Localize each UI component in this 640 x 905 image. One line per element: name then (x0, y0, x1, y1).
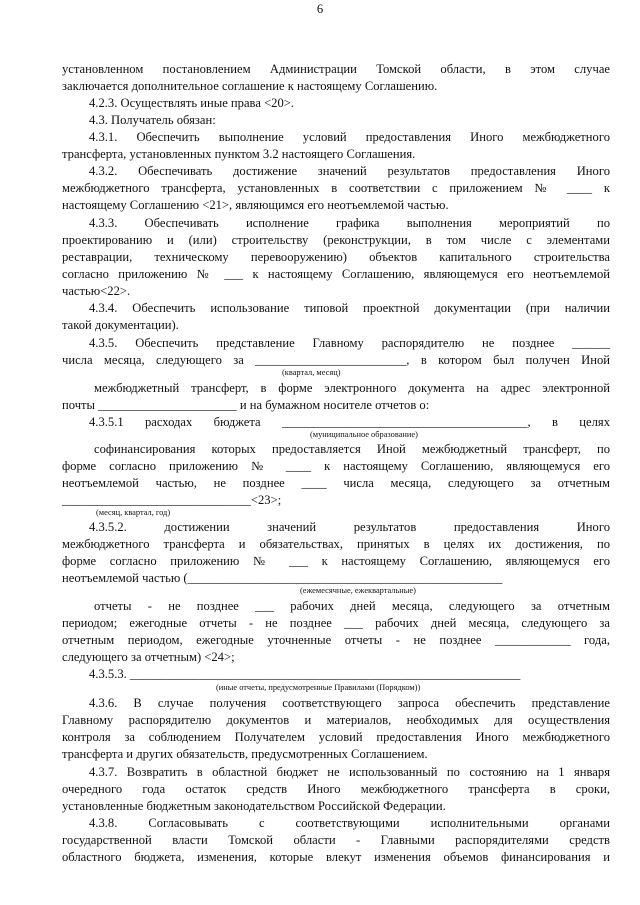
paragraph-line: форме согласно приложению № ___ к настоящему Соглашению, являющемуся его (62, 554, 610, 568)
paragraph-line: настоящему Соглашению <21>, являющимся его неотъемлемой частью. (62, 198, 449, 212)
caption-quarter-month: (квартал, месяц) (282, 368, 341, 377)
clause-4-3-5: 4.3.5. Обеспечить представление Главному распорядителю не позднее ______ (89, 336, 610, 350)
paragraph-line: ______________________________<23>; (62, 493, 282, 507)
paragraph-line: установленном постановлением Администрации Томской области, в этом случае (62, 62, 610, 76)
paragraph-line: очередного года остаток средств Иного межбюджетного трансферта в сроки, (62, 782, 610, 796)
caption-municipality: (муниципальное образование) (310, 430, 418, 439)
caption-frequency: (ежемесячные, ежеквартальные) (300, 586, 416, 595)
clause-4-3-3: 4.3.3. Обеспечивать исполнение графика выполнения мероприятий по (89, 216, 610, 230)
clause-4-3-2: 4.3.2. Обеспечивать достижение значений результатов предоставления Иного (89, 164, 610, 178)
paragraph-line: межбюджетного трансферта, установленных в соответствии с приложением № ____ к (62, 181, 610, 195)
paragraph-line: Главному распорядителю документов и материалов, необходимых для осуществления (62, 713, 610, 727)
paragraph-line: числа месяца, следующего за ________________________, в котором был получен Иной (62, 353, 610, 367)
paragraph-line: установленные бюджетным законодательством Российской Федерации. (62, 799, 446, 813)
paragraph-line: заключается дополнительное соглашение к настоящему Соглашению. (62, 79, 438, 93)
paragraph-line: трансферта и других обязательств, предусмотренных Соглашением. (62, 747, 428, 761)
paragraph-line: форме согласно приложению № ____ к настоящему Соглашению, являющемуся его (62, 459, 610, 473)
paragraph-line: реставрации, техническому перевооружению) объектов капитального строительства (62, 250, 610, 264)
paragraph-line: согласно приложению № ___ к настоящему Соглашению, являющемуся его неотъемлемой (62, 267, 610, 281)
paragraph-line: отчетным периодом, ежегодные уточненные отчеты - не позднее ____________ года, (62, 633, 610, 647)
clause-4-3-5-1: 4.3.5.1 расходах бюджета _______________________________________, в целях (89, 415, 610, 429)
paragraph-line: почты ______________________ и на бумажном носителе отчетов о: (62, 398, 430, 412)
clause-4-3-6: 4.3.6. В случае получения соответствующего запроса обеспечить представление (89, 696, 610, 710)
clause-4-3-8: 4.3.8. Согласовывать с соответствующими исполнительными органами (89, 816, 610, 830)
paragraph-line: частью<22>. (62, 284, 131, 298)
caption-other-reports: (иные отчеты, предусмотренные Правилами (Порядком)) (216, 683, 421, 692)
paragraph-line: следующего за отчетным) <24>; (62, 650, 235, 664)
clause-4-3-5-3: 4.3.5.3. ______________________________________________________________ (89, 667, 521, 681)
caption-period: (месяц, квартал, год) (96, 508, 171, 517)
paragraph-line: отчеты - не позднее ___ рабочих дней месяца, следующего за отчетным (94, 599, 610, 613)
paragraph-line: государственной власти Томской области - Главными распорядителями средств (62, 833, 610, 847)
paragraph-line: контроля за соблюдением Получателем условий предоставления Иного межбюджетного (62, 730, 610, 744)
paragraph-line: областного бюджета, изменения, которые влекут изменения объемов финансирования и (62, 850, 610, 864)
paragraph-line: периодом; ежегодные отчеты - не позднее ___ рабочих дней месяца, следующего за (62, 616, 610, 630)
clause-4-3-5-2: 4.3.5.2. достижении значений результатов предоставления Иного (89, 520, 610, 534)
clause-4-3-4: 4.3.4. Обеспечить использование типовой проектной документации (при наличии (89, 301, 610, 315)
page-number: 6 (316, 2, 324, 16)
paragraph-line: проектированию и (или) строительству (реконструкции, в том числе с элементами (62, 233, 610, 247)
clause-4-2-3: 4.2.3. Осуществлять иные права <20>. (89, 96, 295, 110)
clause-4-3-1: 4.3.1. Обеспечить выполнение условий предоставления Иного межбюджетного (89, 130, 610, 144)
clause-4-3-heading: 4.3. Получатель обязан: (89, 113, 216, 127)
clause-4-3-7: 4.3.7. Возвратить в областной бюджет не использованный по состоянию на 1 января (89, 765, 610, 779)
paragraph-line: софинансирования которых предоставляется Иной межбюджетный трансферт, по (94, 442, 610, 456)
paragraph-line: неотъемлемой частью (__________________________________________________ (62, 571, 503, 585)
paragraph-line: межбюджетный трансферт, в форме электронного документа на адрес электронной (94, 381, 610, 395)
paragraph-line: неотъемлемой частью, не позднее ____ числа месяца, следующего за отчетным (62, 476, 610, 490)
paragraph-line: межбюджетного трансферта и обязательствах, принятых в целях их достижения, по (62, 537, 610, 551)
paragraph-line: трансферта, установленных пунктом 3.2 настоящего Соглашения. (62, 147, 416, 161)
paragraph-line: такой документации). (62, 318, 179, 332)
